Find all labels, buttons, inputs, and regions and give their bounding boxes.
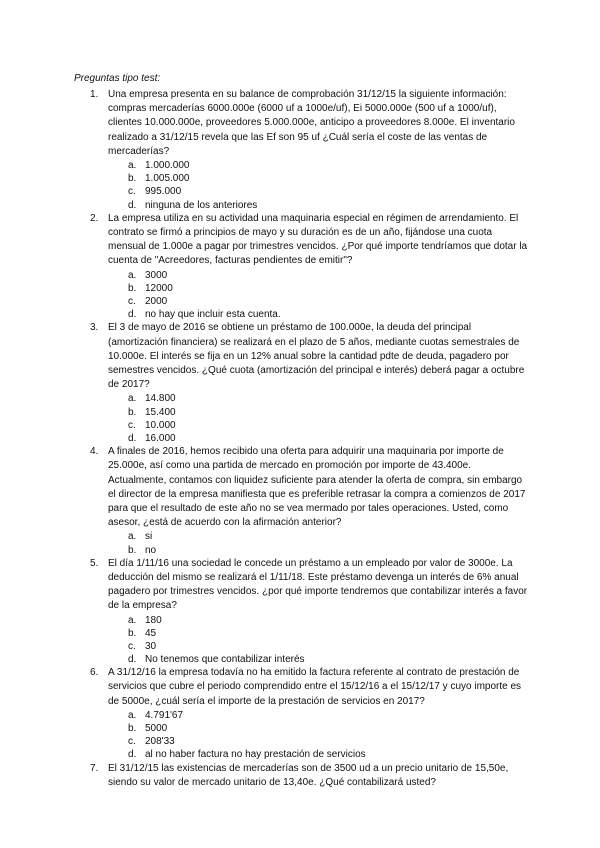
option-text: ninguna de los anteriores — [145, 199, 258, 211]
answer-option — [0, 530, 600, 543]
option-text: no hay que incluir esta cuenta. — [145, 309, 281, 321]
answer-option — [0, 269, 600, 282]
question-number: 6. — [90, 667, 99, 679]
option-letter: a. — [128, 160, 137, 172]
question — [0, 445, 600, 557]
option-letter: d. — [128, 199, 137, 211]
option-list — [0, 530, 600, 556]
option-text: si — [145, 531, 153, 543]
option-letter: d. — [128, 749, 137, 761]
question — [0, 762, 600, 790]
answer-option — [0, 709, 600, 722]
option-text: 1.005.000 — [145, 173, 190, 185]
answer-option — [0, 748, 600, 761]
answer-option — [0, 544, 600, 557]
question-number: 1. — [90, 89, 99, 100]
answer-option — [0, 722, 600, 735]
answer-option — [0, 735, 600, 748]
question — [0, 557, 600, 667]
option-text: 16.000 — [145, 432, 176, 444]
option-letter: b. — [128, 406, 137, 418]
answer-option — [0, 308, 600, 321]
option-letter: c. — [128, 736, 136, 748]
option-letter: b. — [128, 723, 137, 735]
answer-option — [0, 406, 600, 419]
question-number: 7. — [90, 762, 99, 774]
option-letter: a. — [128, 614, 137, 626]
option-text: 10.000 — [145, 419, 176, 431]
answer-option — [0, 392, 600, 405]
answer-option — [0, 185, 600, 198]
answer-option — [0, 614, 600, 627]
question-number: 2. — [90, 212, 99, 224]
option-list — [0, 709, 600, 762]
question-text: La empresa utiliza en su actividad una maquinaria especial en régimen de arrendamiento. El contrato se firmó a principios de mayo y su duración es de un año, fijándose una cuota mensual de 1.000e a pagar por trimestres vencidos. ¿Por qué importe tendríamos que dotar la cuenta de "Acreedores, facturas pendientes de emitir"? — [108, 212, 528, 267]
option-list — [0, 614, 600, 667]
option-text: no — [145, 544, 157, 556]
option-letter: b. — [128, 544, 137, 556]
option-text: al no haber factura no hay prestación de servicios — [145, 749, 366, 761]
question-number: 3. — [90, 322, 99, 334]
option-letter: c. — [128, 640, 136, 652]
question-text: A 31/12/16 la empresa todavía no ha emitido la factura referente al contrato de prestación de servicios que cubre el periodo comprendido entre el 15/12/16 a el 15/12/17 y cuyo importe es de 5000e, ¿cuál sería el importe de la prestación de servicios en 2017? — [108, 667, 522, 707]
answer-option — [0, 653, 600, 666]
option-letter: c. — [128, 186, 136, 198]
section-heading: Preguntas tipo test: — [74, 73, 161, 84]
option-text: 14.800 — [145, 393, 176, 405]
option-letter: a. — [128, 269, 137, 281]
option-text: 995.000 — [145, 186, 182, 198]
answer-option — [0, 282, 600, 295]
question — [0, 666, 600, 761]
answer-option — [0, 199, 600, 212]
option-letter: a. — [128, 531, 137, 543]
option-text: No tenemos que contabilizar interés — [145, 654, 305, 666]
answer-option — [0, 172, 600, 185]
option-letter: d. — [128, 309, 137, 321]
option-letter: d. — [128, 432, 137, 444]
option-text: 4.791'67 — [145, 709, 184, 721]
option-list — [0, 269, 600, 322]
option-text: 2000 — [145, 295, 168, 307]
option-list — [0, 159, 600, 212]
question-text: A finales de 2016, hemos recibido una oferta para adquirir una maquinaria por importe de 25.000e, así como una partida de mercado en promoción por importe de 43.400e. Actualmente, contamos con liquidez suficiente para atender la oferta de compra, sin embargo el director de la empresa manifiesta que es preferible retrasar la compra a comienzos de 2017 para que el resultado de este año no se vea mermado por tales operaciones. Usted, como asesor, ¿está de acuerdo con la afirmación anterior? — [108, 446, 526, 529]
question-number: 5. — [90, 557, 99, 569]
option-letter: d. — [128, 654, 137, 666]
question-list — [0, 88, 600, 790]
option-text: 3000 — [145, 269, 168, 281]
option-text: 12000 — [145, 282, 173, 294]
answer-option — [0, 159, 600, 172]
option-text: 30 — [145, 640, 157, 652]
answer-option — [0, 640, 600, 653]
answer-option — [0, 432, 600, 445]
option-text: 5000 — [145, 723, 168, 735]
question-number: 4. — [90, 446, 99, 458]
answer-option — [0, 627, 600, 640]
option-text: 1.000.000 — [145, 160, 190, 172]
question — [0, 88, 600, 212]
question-text: El día 1/11/16 una sociedad le concede un préstamo a un empleado por valor de 3000e. La deducción del mismo se realizará el 1/11/18. Este préstamo devenga un interés de 6% anual pagadero por trimestres vencidos. ¿por qué importe tendremos que contabilizar interés a favor de la empresa? — [108, 557, 528, 612]
option-text: 15.400 — [145, 406, 176, 418]
option-text: 180 — [145, 614, 162, 626]
option-letter: c. — [128, 295, 136, 307]
option-text: 208'33 — [145, 736, 175, 748]
option-text: 45 — [145, 627, 157, 639]
option-letter: b. — [128, 173, 137, 185]
question-text: El 3 de mayo de 2016 se obtiene un préstamo de 100.000e, la deuda del principal (amortización financiera) se realizará en el plazo de 5 años, mediante cuotas semestrales de 10.000e. El interés se fija en un 12% anual sobre la cantidad pdte de deuda, pagadero por semestres vencidos. ¿Qué cuota (amortización del principal e interés) deberá pagar a octubre de 2017? — [108, 322, 525, 391]
option-letter: a. — [128, 393, 137, 405]
answer-option — [0, 419, 600, 432]
answer-option — [0, 295, 600, 308]
option-letter: b. — [128, 627, 137, 639]
option-letter: b. — [128, 282, 137, 294]
question-text: El 31/12/15 las existencias de mercaderías son de 3500 ud a un precio unitario de 15,50e, siendo su valor de mercado unitario de 13,40e. ¿Qué contabilizará usted? — [108, 762, 509, 788]
option-list — [0, 392, 600, 445]
question — [0, 212, 600, 322]
question — [0, 321, 600, 445]
question-text: Una empresa presenta en su balance de comprobación 31/12/15 la siguiente información: compras mercaderías 6000.000e (6000 uf a 1000e/uf), Ei 5000.000e (500 uf a 1000/uf), clientes 10.000.000e, proveedores 5.000.000e, anticipo a proveedores 8.000e. El inventario realizado a 31/12/15 revela que las Ef son 95 uf ¿Cuál sería el coste de las ventas de mercaderías? — [108, 89, 515, 157]
option-letter: c. — [128, 419, 136, 431]
option-letter: a. — [128, 709, 137, 721]
